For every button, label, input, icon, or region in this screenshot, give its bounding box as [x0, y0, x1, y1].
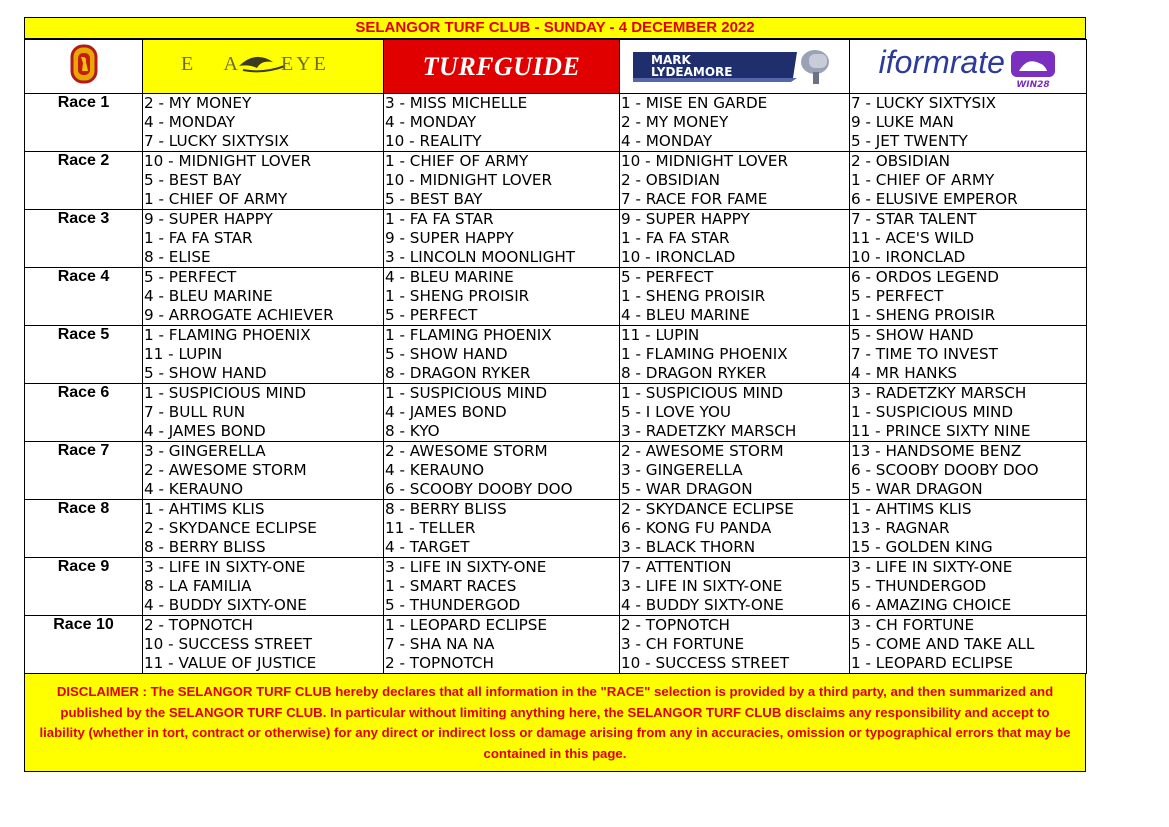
- svg-text:LYDEAMORE: LYDEAMORE: [650, 65, 732, 79]
- selection-cell: [620, 210, 850, 268]
- horse-pick: 5 - BEST BAY: [385, 190, 483, 208]
- page-title: SELANGOR TURF CLUB - SUNDAY - 4 DECEMBER 2022: [24, 17, 1086, 39]
- eagle-eye-logo: [173, 44, 353, 84]
- selection-cell: [384, 326, 620, 384]
- horse-pick: 10 - IRONCLAD: [621, 248, 736, 266]
- race-row: [25, 500, 1087, 558]
- horse-pick: 5 - PERFECT: [851, 287, 944, 305]
- stc-logo-cell: [25, 40, 143, 94]
- horse-pick: 10 - MIDNIGHT LOVER: [144, 152, 312, 170]
- selection-cell: [620, 616, 850, 674]
- selection-cell: [143, 616, 384, 674]
- horse-pick: 9 - SUPER HAPPY: [385, 229, 514, 247]
- horse-pick: 8 - KYO: [385, 422, 440, 440]
- horse-pick: 10 - MIDNIGHT LOVER: [621, 152, 789, 170]
- selection-cell: [850, 442, 1087, 500]
- race-label: Race 8: [25, 500, 143, 558]
- horse-pick: 2 - OBSIDIAN: [621, 171, 720, 189]
- horse-pick: 3 - GINGERELLA: [144, 442, 266, 460]
- race-row: [25, 616, 1087, 674]
- horse-pick: 3 - CH FORTUNE: [851, 616, 975, 634]
- horse-pick: 11 - ACE'S WILD: [851, 229, 975, 247]
- horse-pick: 4 - JAMES BOND: [385, 403, 507, 421]
- horse-pick: 1 - LEOPARD ECLIPSE: [851, 654, 1013, 672]
- selection-cell: [850, 326, 1087, 384]
- turfguide-logo: TURFGUIDE: [422, 51, 581, 81]
- horse-pick: 1 - SUSPICIOUS MIND: [621, 384, 784, 402]
- horse-pick: 2 - MY MONEY: [144, 94, 252, 112]
- horse-pick: 7 - LUCKY SIXTYSIX: [851, 94, 997, 112]
- horse-pick: 1 - FLAMING PHOENIX: [621, 345, 788, 363]
- horse-pick: 5 - WAR DRAGON: [851, 480, 983, 498]
- race-label: Race 2: [25, 152, 143, 210]
- horse-pick: 7 - BULL RUN: [144, 403, 246, 421]
- horse-pick: 1 - AHTIMS KLIS: [144, 500, 265, 518]
- horse-pick: 3 - LIFE IN SIXTY-ONE: [385, 558, 547, 576]
- horse-pick: 10 - MIDNIGHT LOVER: [385, 171, 553, 189]
- horse-pick: 1 - CHIEF OF ARMY: [851, 171, 995, 189]
- selection-cell: [620, 442, 850, 500]
- horse-pick: 8 - ELISE: [144, 248, 211, 266]
- horse-pick: 9 - SUPER HAPPY: [621, 210, 750, 228]
- selection-cell: [850, 500, 1087, 558]
- horse-pick: 3 - LIFE IN SIXTY-ONE: [144, 558, 306, 576]
- horse-pick: 8 - DRAGON RYKER: [621, 364, 767, 382]
- svg-text:EA: EA: [181, 53, 241, 75]
- horse-pick: 13 - RAGNAR: [851, 519, 950, 537]
- logo-row: [25, 40, 1087, 94]
- horse-pick: 5 - PERFECT: [144, 268, 237, 286]
- horse-pick: 3 - RADETZKY MARSCH: [621, 422, 797, 440]
- selection-cell: [384, 94, 620, 152]
- horse-pick: 4 - BLEU MARINE: [144, 287, 273, 305]
- race-label: Race 10: [25, 616, 143, 674]
- horse-pick: 6 - ELUSIVE EMPEROR: [851, 190, 1018, 208]
- horse-pick: 2 - AWESOME STORM: [385, 442, 548, 460]
- race-label: Race 4: [25, 268, 143, 326]
- horse-pick: 2 - SKYDANCE ECLIPSE: [144, 519, 317, 537]
- horse-pick: 4 - MONDAY: [385, 113, 477, 131]
- svg-text:WIN28: WIN28: [1016, 79, 1051, 89]
- selection-cell: [620, 94, 850, 152]
- horse-pick: 5 - THUNDERGOD: [385, 596, 521, 614]
- horse-pick: 3 - MISS MICHELLE: [385, 94, 528, 112]
- horse-pick: 4 - MONDAY: [621, 132, 713, 150]
- race-label: Race 7: [25, 442, 143, 500]
- horse-pick: 5 - SHOW HAND: [144, 364, 267, 382]
- race-label: Race 6: [25, 384, 143, 442]
- iformrate-logo-cell: [850, 40, 1087, 94]
- selection-cell: [143, 326, 384, 384]
- horse-pick: 11 - TELLER: [385, 519, 476, 537]
- horse-pick: 4 - BLEU MARINE: [385, 268, 514, 286]
- horse-pick: 8 - BERRY BLISS: [385, 500, 507, 518]
- selection-cell: [143, 558, 384, 616]
- horse-pick: 1 - SHENG PROISIR: [851, 306, 996, 324]
- selection-cell: [384, 152, 620, 210]
- disclaimer-text: DISCLAIMER : The SELANGOR TURF CLUB hereby declares that all information in the "RACE" selection is provided by a third party, and then summarized and published by the SELANGOR TURF CLUB. In particular without limiting anything here, the SELANGOR TURF CLUB disclaims any responsibility and accept to liability (whether in tort, contract or otherwise) for any direct or indirect loss or damage arising from any in accuracies, omission or typographical errors that may be contained in this page.: [24, 674, 1086, 772]
- horse-pick: 5 - SHOW HAND: [385, 345, 508, 363]
- horse-pick: 13 - HANDSOME BENZ: [851, 442, 1022, 460]
- horse-pick: 5 - WAR DRAGON: [621, 480, 753, 498]
- selection-cell: [850, 152, 1087, 210]
- horse-pick: 5 - PERFECT: [621, 268, 714, 286]
- horse-pick: 1 - CHIEF OF ARMY: [385, 152, 529, 170]
- horse-pick: 9 - LUKE MAN: [851, 113, 954, 131]
- horse-pick: 2 - TOPNOTCH: [621, 616, 730, 634]
- horse-pick: 8 - LA FAMILIA: [144, 577, 252, 595]
- race-row: [25, 326, 1087, 384]
- selection-cell: [384, 616, 620, 674]
- horse-pick: 9 - ARROGATE ACHIEVER: [144, 306, 334, 324]
- horse-pick: 6 - ORDOS LEGEND: [851, 268, 999, 286]
- horse-pick: 7 - TIME TO INVEST: [851, 345, 998, 363]
- horse-pick: 5 - I LOVE YOU: [621, 403, 732, 421]
- selection-cell: [620, 152, 850, 210]
- race-label: Race 1: [25, 94, 143, 152]
- horse-pick: 1 - FLAMING PHOENIX: [144, 326, 311, 344]
- horse-pick: 4 - MR HANKS: [851, 364, 958, 382]
- horse-pick: 1 - SMART RACES: [385, 577, 517, 595]
- selection-cell: [143, 500, 384, 558]
- horse-pick: 2 - SKYDANCE ECLIPSE: [621, 500, 794, 518]
- horse-pick: 4 - JAMES BOND: [144, 422, 266, 440]
- horse-pick: 3 - LIFE IN SIXTY-ONE: [621, 577, 783, 595]
- horse-pick: 2 - OBSIDIAN: [851, 152, 950, 170]
- selection-cell: [384, 210, 620, 268]
- horse-pick: 6 - KONG FU PANDA: [621, 519, 772, 537]
- selection-cell: [850, 268, 1087, 326]
- horse-pick: 4 - BLEU MARINE: [621, 306, 750, 324]
- horse-pick: 9 - SUPER HAPPY: [144, 210, 273, 228]
- horse-pick: 1 - SHENG PROISIR: [385, 287, 530, 305]
- race-row: [25, 94, 1087, 152]
- selection-cell: [620, 326, 850, 384]
- horse-pick: 6 - SCOOBY DOOBY DOO: [851, 461, 1039, 479]
- horse-pick: 5 - BEST BAY: [144, 171, 242, 189]
- selection-cell: [850, 558, 1087, 616]
- iformrate-logo: iformrate: [878, 44, 1005, 81]
- horse-pick: 3 - GINGERELLA: [621, 461, 743, 479]
- horse-pick: 5 - PERFECT: [385, 306, 478, 324]
- horse-pick: 2 - MY MONEY: [621, 113, 729, 131]
- horse-pick: 1 - FA FA STAR: [621, 229, 730, 247]
- horse-pick: 1 - LEOPARD ECLIPSE: [385, 616, 547, 634]
- horse-pick: 4 - KERAUNO: [385, 461, 485, 479]
- horse-pick: 15 - GOLDEN KING: [851, 538, 993, 556]
- selection-cell: [850, 210, 1087, 268]
- race-row: [25, 558, 1087, 616]
- selection-cell: [384, 384, 620, 442]
- horse-pick: 7 - LUCKY SIXTYSIX: [144, 132, 290, 150]
- horse-pick: 1 - FA FA STAR: [144, 229, 253, 247]
- race-row: [25, 152, 1087, 210]
- eagle-eye-logo-cell: [143, 40, 384, 94]
- selection-cell: [620, 384, 850, 442]
- horse-pick: 2 - AWESOME STORM: [621, 442, 784, 460]
- horse-pick: 7 - ATTENTION: [621, 558, 732, 576]
- horse-pick: 5 - COME AND TAKE ALL: [851, 635, 1035, 653]
- horse-pick: 11 - LUPIN: [621, 326, 700, 344]
- race-row: [25, 384, 1087, 442]
- selection-cell: [143, 442, 384, 500]
- horse-pick: 2 - TOPNOTCH: [144, 616, 253, 634]
- horse-pick: 3 - BLACK THORN: [621, 538, 756, 556]
- selection-cell: [850, 94, 1087, 152]
- horse-pick: 4 - KERAUNO: [144, 480, 244, 498]
- selection-cell: [384, 442, 620, 500]
- horse-pick: 1 - SUSPICIOUS MIND: [385, 384, 548, 402]
- svg-text:EYE: EYE: [281, 53, 329, 75]
- race-row: [25, 442, 1087, 500]
- selection-cell: [143, 268, 384, 326]
- horse-pick: 10 - IRONCLAD: [851, 248, 966, 266]
- horse-pick: 6 - SCOOBY DOOBY DOO: [385, 480, 573, 498]
- horse-pick: 5 - THUNDERGOD: [851, 577, 987, 595]
- race-row: [25, 268, 1087, 326]
- selection-cell: [620, 558, 850, 616]
- horse-pick: 11 - LUPIN: [144, 345, 223, 363]
- horse-pick: 10 - SUCCESS STREET: [621, 654, 790, 672]
- stc-crest-icon: [69, 44, 99, 84]
- race-row: [25, 210, 1087, 268]
- horse-pick: 2 - AWESOME STORM: [144, 461, 307, 479]
- horse-pick: 3 - CH FORTUNE: [621, 635, 745, 653]
- horse-pick: 10 - SUCCESS STREET: [144, 635, 313, 653]
- horse-pick: 3 - LINCOLN MOONLIGHT: [385, 248, 576, 266]
- horse-pick: 1 - AHTIMS KLIS: [851, 500, 972, 518]
- selection-cell: [143, 384, 384, 442]
- horse-pick: 3 - RADETZKY MARSCH: [851, 384, 1027, 402]
- horse-pick: 6 - AMAZING CHOICE: [851, 596, 1012, 614]
- mark-lydeamore-logo-cell: [620, 40, 850, 94]
- mark-lydeamore-logo: [627, 42, 843, 86]
- horse-pick: 4 - TARGET: [385, 538, 470, 556]
- selection-cell: [620, 500, 850, 558]
- selection-cell: [384, 500, 620, 558]
- race-label: Race 5: [25, 326, 143, 384]
- horse-pick: 11 - PRINCE SIXTY NINE: [851, 422, 1031, 440]
- horse-pick: 8 - DRAGON RYKER: [385, 364, 531, 382]
- horse-pick: 10 - REALITY: [385, 132, 482, 150]
- turfguide-logo-cell: [384, 40, 620, 94]
- selection-cell: [384, 268, 620, 326]
- horse-pick: 11 - VALUE OF JUSTICE: [144, 654, 317, 672]
- selection-table: [24, 39, 1087, 674]
- horse-pick: 8 - BERRY BLISS: [144, 538, 266, 556]
- horse-pick: 1 - FA FA STAR: [385, 210, 494, 228]
- selection-sheet: [24, 17, 1086, 772]
- selection-cell: [850, 616, 1087, 674]
- horse-pick: 4 - BUDDY SIXTY-ONE: [144, 596, 307, 614]
- horse-pick: 1 - SHENG PROISIR: [621, 287, 766, 305]
- selection-cell: [143, 210, 384, 268]
- selection-cell: [620, 268, 850, 326]
- horse-pick: 7 - SHA NA NA: [385, 635, 495, 653]
- horse-pick: 2 - TOPNOTCH: [385, 654, 494, 672]
- horse-pick: 4 - MONDAY: [144, 113, 236, 131]
- horse-pick: 5 - JET TWENTY: [851, 132, 968, 150]
- horse-pick: 7 - RACE FOR FAME: [621, 190, 768, 208]
- horse-pick: 7 - STAR TALENT: [851, 210, 977, 228]
- horse-pick: 1 - SUSPICIOUS MIND: [851, 403, 1014, 421]
- horse-pick: 1 - MISE EN GARDE: [621, 94, 768, 112]
- horse-pick: 1 - CHIEF OF ARMY: [144, 190, 288, 208]
- horse-pick: 3 - LIFE IN SIXTY-ONE: [851, 558, 1013, 576]
- selection-cell: [143, 94, 384, 152]
- horse-pick: 4 - BUDDY SIXTY-ONE: [621, 596, 784, 614]
- selection-cell: [143, 152, 384, 210]
- race-label: Race 9: [25, 558, 143, 616]
- horse-pick: 5 - SHOW HAND: [851, 326, 974, 344]
- horse-pick: 1 - FLAMING PHOENIX: [385, 326, 552, 344]
- race-label: Race 3: [25, 210, 143, 268]
- selection-cell: [850, 384, 1087, 442]
- horse-pick: 1 - SUSPICIOUS MIND: [144, 384, 307, 402]
- selection-cell: [384, 558, 620, 616]
- win28-badge-icon: [1009, 49, 1057, 89]
- svg-text:MARK: MARK: [650, 53, 691, 67]
